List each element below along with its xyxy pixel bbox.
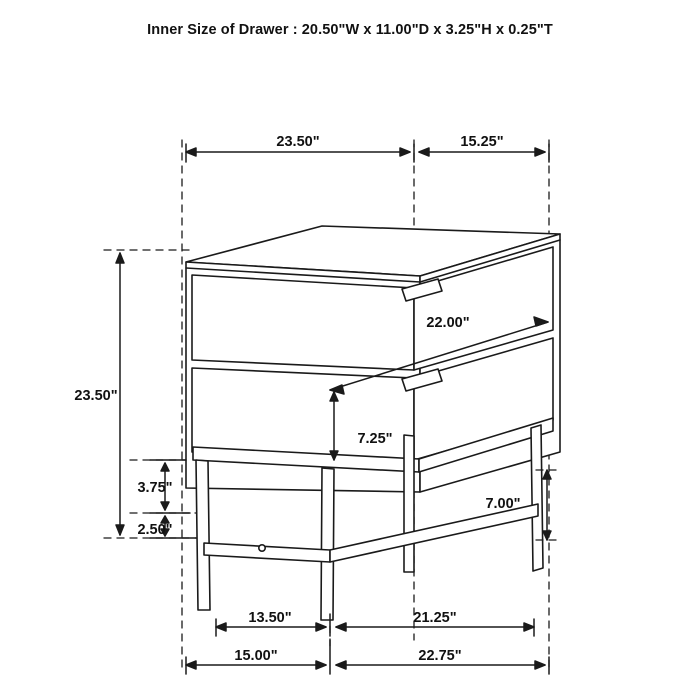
- label-leg-lower: 2.50": [137, 522, 173, 538]
- label-base-outer-side: 22.75": [418, 648, 462, 664]
- label-side-leg: 7.00": [485, 496, 521, 512]
- label-leg-upper: 3.75": [137, 480, 173, 496]
- page-title: Inner Size of Drawer : 20.50"W x 11.00"D x 3.25"H x 0.25"T: [147, 22, 553, 38]
- label-drawer-height: 7.25": [357, 431, 393, 447]
- label-overall-height: 23.50": [74, 388, 118, 404]
- label-base-side: 21.25": [413, 610, 457, 626]
- label-base-outer-front: 15.00": [234, 648, 278, 664]
- label-top-width: 23.50": [276, 134, 320, 150]
- label-top-depth: 15.25": [460, 134, 504, 150]
- label-drawer-width: 22.00": [426, 315, 470, 331]
- label-base-front: 13.50": [248, 610, 292, 626]
